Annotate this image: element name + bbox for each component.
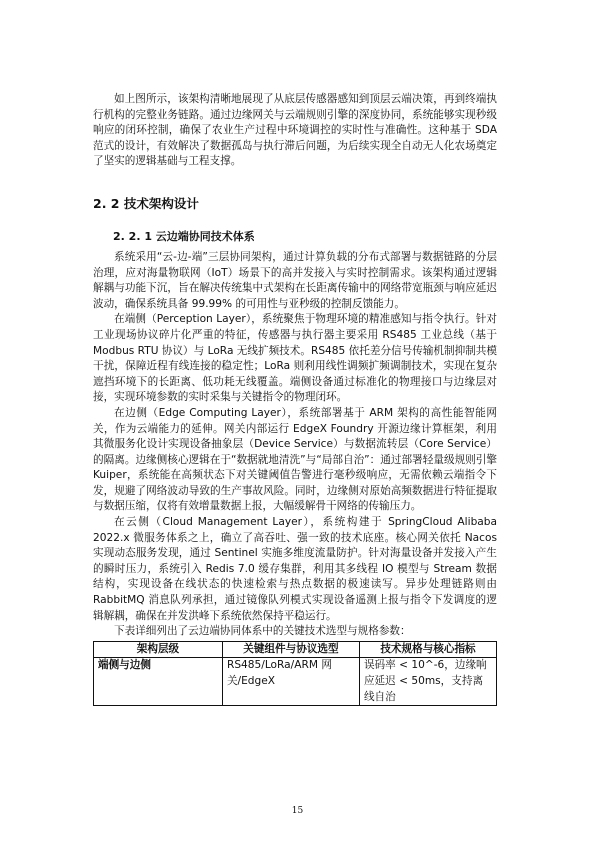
table-cell: RS485/LoRa/ARM 网关/EdgeX — [222, 658, 359, 706]
table-header-cell: 技术规格与核心指标 — [359, 641, 496, 658]
table-header-cell: 关键组件与协议选型 — [222, 641, 359, 658]
table-intro: 下表详细列出了云边端协同体系中的关键技术选型与规格参数： — [114, 625, 411, 638]
intro-paragraph: 如上图所示，该架构清晰地展现了从底层传感器感知到顶层云端决策，再到终端执行机构的完整业务链路。通过边缘网关与云端规则引擎的深度协同，系统能够实现秒级响应的闭环控制，确保了农业生产过程中环境调控的实时性与准确性。这种基于 SDA 范式的设计，有效解决了数据孤岛与执行滞后问题，为后续实现全自动无人化农场奠定了坚实的逻辑基础与工程支撑。 — [93, 93, 497, 168]
tech-spec-table — [93, 641, 497, 706]
table-cell: 端侧与边侧 — [94, 658, 223, 706]
body-paragraph: 在端侧（Perception Layer），系统聚焦于物理环境的精准感知与指令执行。针对工业现场协议碎片化严重的特征，传感器与执行器主要采用 RS485 工业总线（基于 Modbus RTU 协议）与 LoRa 无线扩频技术。RS485 依托差分信号传输机制抑制共模干扰，保障近程有线连接的稳定性；LoRa 则利用线性调频扩频调制技术，实现在复杂遮挡环境下的长距离、低功耗无线覆盖。端侧设备通过标准化的物理接口与边缘层对接，实现环境参数的实时采集与关键指令的物理闭环。 — [93, 313, 497, 404]
body-paragraph: 在云侧（Cloud Management Layer），系统构建于 SpringCloud Alibaba 2022.x 微服务体系之上，确立了高吞吐、强一致的技术底座。核心网关依托 Nacos 实现动态服务发现，通过 Sentinel 实施多维度流量防护。针对海量设备并发接入产生的瞬时压力，系统引入 Redis 7.0 缓存集群，利用其多线程 IO 模型与 Stream 数据结构，实现设备在线状态的快速检索与热点数据的极速读写。异步处理链路则由 RabbitMQ 消息队列承担，通过镜像队列模式实现设备遥测上报与指令下发调度的逻辑解耦，确保在并发洪峰下系统依然保持平稳运行。 — [93, 516, 497, 622]
table-header-cell: 架构层级 — [94, 641, 223, 658]
page-number: 15 — [291, 806, 304, 816]
body-paragraph: 在边侧（Edge Computing Layer），系统部署基于 ARM 架构的高性能智能网关，作为云端能力的延伸。网关内部运行 EdgeX Foundry 开源边缘计算框架，利用其微服务化设计实现设备抽象层（Device Service）与数据流转层（Core Service）的隔离。边缘侧核心逻辑在于“数据就地清洗”与“局部自治”：通过部署轻量级规则引擎 Kuiper，系统能在高频状态下对关键阈值告警进行毫秒级响应，无需依赖云端指令下发，规避了网络波动导致的生产事故风险。同时，边缘侧对原始高频数据进行特征提取与数据压缩，仅将有效增量数据上报，大幅缓解骨干网络的传输压力。 — [93, 406, 497, 513]
section-heading: 2. 2 技术架构设计 — [93, 195, 199, 211]
subsection-heading: 2. 2. 1 云边端协同技术体系 — [113, 229, 255, 243]
table-header-row — [94, 641, 497, 658]
body-paragraph: 系统采用“云-边-端”三层协同架构，通过计算负载的分布式部署与数据链路的分层治理，应对海量物联网（IoT）场景下的高并发接入与实时控制需求。该架构通过逻辑解耦与功能下沉，旨在解决传统集中式架构在长距离传输中的网络带宽瓶颈与响应延迟波动，确保系统具备 99.99% 的可用性与亚秒级的控制反馈能力。 — [93, 250, 497, 310]
table-cell: 误码率 < 10^-6，边缘响应延迟 < 50ms，支持离线自治 — [359, 658, 496, 706]
page-content — [93, 92, 497, 706]
table-row — [94, 658, 497, 706]
